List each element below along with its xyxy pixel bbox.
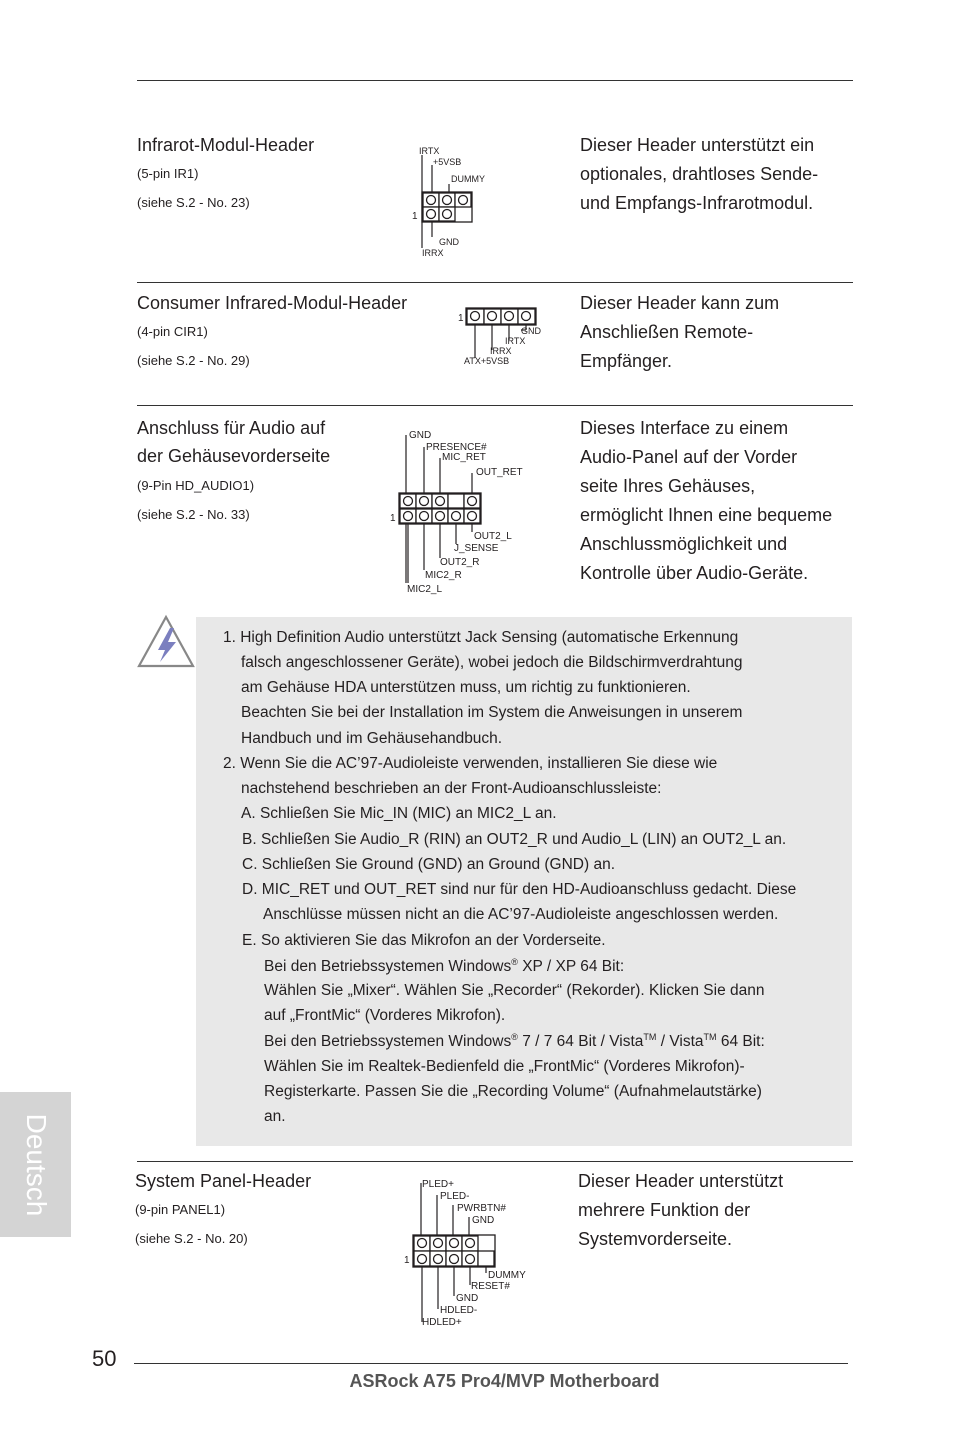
footer-rule [134,1363,848,1364]
panel-label-dummy: DUMMY [488,1270,526,1281]
audio-header-title-line1: Anschluss für Audio auf [137,418,326,438]
page-number: 50 [92,1346,117,1371]
divider-3 [137,1161,853,1162]
note-line: am Gehäuse HDA unterstützen muss, um richtig zu funktionieren. [241,679,691,696]
audio-header-ref: (siehe S.2 - No. 33) [137,507,250,522]
audio-header-diagram [385,425,535,600]
note-line: Wählen Sie im Realtek-Bedienfeld die „FrontMic“ (Vorderes Mikrofon)- [264,1058,745,1075]
note-line: B. Schließen Sie Audio_R (RIN) an OUT2_R und Audio_L (LIN) an OUT2_L an. [242,831,787,848]
panel-label-pin1: 1 [404,1255,410,1266]
cir-header-title: Consumer Infrared-Modul-Header [137,293,408,313]
note-line: E. So aktivieren Sie das Mikrofon an der Vorderseite. [242,932,606,949]
panel-label-pled-plus: PLED+ [422,1179,454,1190]
note-line: 2. Wenn Sie die AC’97-Audioleiste verwenden, installieren Sie diese wie [223,755,718,772]
language-side-tab: Deutsch [0,1092,71,1237]
note-line: Registerkarte. Passen Sie die „Recording Volume“ (Aufnahmelautstärke) [264,1083,762,1100]
ir-label-irrx: IRRX [422,248,444,258]
audio-label-out2-l: OUT2_L [474,531,512,542]
audio-label-pin1: 1 [390,513,396,524]
panel-label-pled-minus: PLED- [440,1191,470,1202]
panel-header-ref: (siehe S.2 - No. 20) [135,1231,248,1246]
panel-label-gnd-bottom: GND [456,1293,479,1304]
ir-header-pins: (5-pin IR1) [137,166,199,181]
audio-label-out2-r: OUT2_R [440,557,480,568]
note-line: Bei den Betriebssystemen Windows® XP / XP 64 Bit: [264,957,625,976]
panel-header-description: Dieser Header unterstützt mehrere Funktion der Systemvorderseite. [578,1171,784,1249]
cir-label-irtx: IRTX [505,336,526,346]
cir-label-gnd: GND [521,326,541,336]
ir-label-gnd: GND [439,237,459,247]
panel-label-hdled-plus: HDLED+ [422,1317,462,1328]
audio-label-mic-ret: MIC_RET [442,452,486,463]
note-line: auf „FrontMic“ (Vorderes Mikrofon). [264,1007,506,1024]
ir-header-description: Dieser Header unterstützt ein optionales, drahtloses Sende- und Empfangs-Infrarotmodul. [580,135,819,213]
warning-icon [136,614,198,672]
cir-header-diagram [455,300,555,370]
note-line: an. [264,1108,286,1125]
panel-label-gnd-top: GND [472,1215,495,1226]
audio-header-title-line2: der Gehäusevorderseite [137,446,331,466]
audio-header-description: Dieses Interface zu einem Audio-Panel auf der Vorder seite Ihres Gehäuses, ermöglicht Ihnen eine bequeme Anschlussmöglichkeit und Kontrolle über Audio-Geräte. [580,418,833,583]
ir-label-dummy: DUMMY [451,174,485,184]
top-rule [137,80,853,81]
ir-header-diagram [405,140,515,265]
ir-label-pin1: 1 [412,211,418,222]
panel-label-pwrbtn: PWRBTN# [457,1203,506,1214]
audio-label-out-ret: OUT_RET [476,467,523,478]
note-line: A. Schließen Sie Mic_IN (MIC) an MIC2_L an. [241,805,557,822]
note-box [196,617,852,1146]
divider-2 [137,405,853,406]
note-line: C. Schließen Sie Ground (GND) an Ground (GND) an. [242,856,615,873]
ir-header-title: Infrarot-Modul-Header [137,135,315,155]
panel-header-diagram [400,1175,540,1330]
panel-label-reset: RESET# [471,1281,510,1292]
cir-label-pin1: 1 [458,313,464,324]
note-line: falsch angeschlossener Geräte), wobei jedoch die Bildschirmverdrahtung [241,654,743,671]
ir-label-5vsb: +5VSB [433,157,462,167]
cir-header-description: Dieser Header kann zum Anschließen Remote- Empfänger. [580,293,780,371]
note-line: nachstehend beschrieben an der Front-Audioanschlussleiste: [241,780,662,797]
audio-label-gnd: GND [409,430,432,441]
cir-label-atx5vsb: ATX+5VSB [464,356,510,366]
audio-header-pins: (9-Pin HD_AUDIO1) [137,478,255,493]
note-line: Bei den Betriebssystemen Windows® 7 / 7 64 Bit / Vista™ / Vista™ 64 Bit: [264,1032,765,1051]
cir-label-irrx: IRRX [490,346,512,356]
panel-label-hdled-minus: HDLED- [440,1305,478,1316]
cir-header-ref: (siehe S.2 - No. 29) [137,353,250,368]
panel-header-title: System Panel-Header [135,1171,312,1191]
panel-header-pins: (9-pin PANEL1) [135,1202,226,1217]
audio-label-mic2-r: MIC2_R [425,570,462,581]
ir-header-ref: (siehe S.2 - No. 23) [137,195,250,210]
footer-title: ASRock A75 Pro4/MVP Motherboard [349,1371,660,1391]
divider-1 [137,282,853,283]
note-line: Wählen Sie „Mixer“. Wählen Sie „Recorder“ (Rekorder). Klicken Sie dann [264,982,765,999]
audio-label-presence: PRESENCE# [426,442,487,453]
note-line: D. MIC_RET und OUT_RET sind nur für den HD-Audioanschluss gedacht. Diese [242,881,797,898]
note-line: Anschlüsse müssen nicht an die AC’97-Audioleiste angeschlossen werden. [263,906,779,923]
ir-label-irtx: IRTX [419,146,440,156]
audio-label-mic2-l: MIC2_L [407,584,443,595]
audio-label-j-sense: J_SENSE [454,543,499,554]
note-line: 1. High Definition Audio unterstützt Jack Sensing (automatische Erkennung [223,629,739,646]
note-line: Beachten Sie bei der Installation im System die Anweisungen in unserem [241,704,743,721]
cir-header-pins: (4-pin CIR1) [137,324,208,339]
note-line: Handbuch und im Gehäusehandbuch. [241,730,503,747]
